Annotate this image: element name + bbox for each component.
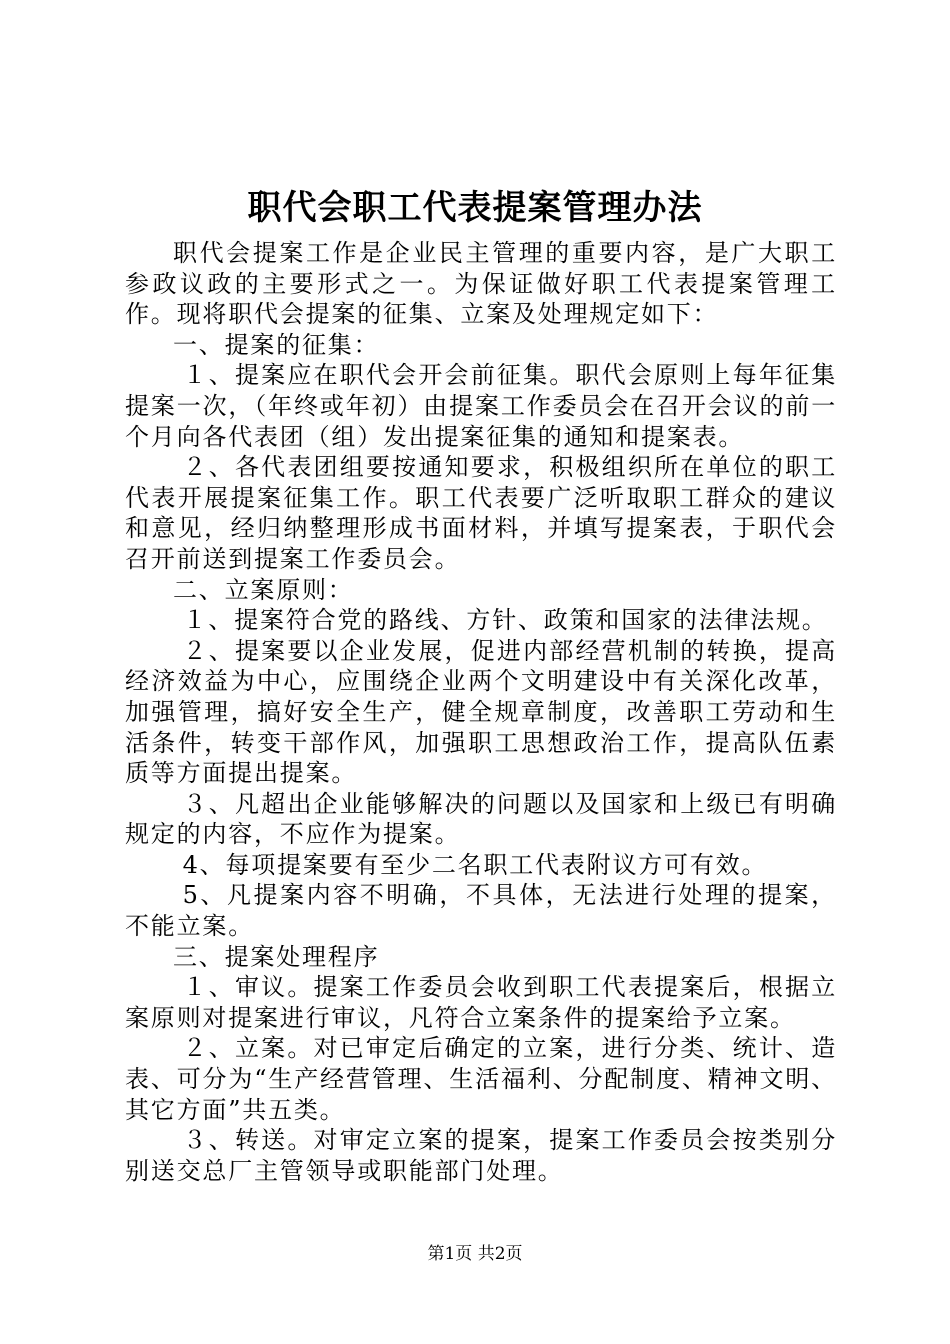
principle-item-4: 4、每项提案要有至少二名职工代表附议方可有效。 bbox=[182, 850, 768, 879]
document-title: 职代会职工代表提案管理办法 bbox=[247, 188, 703, 228]
collection-item-1: １、提案应在职代会开会前征集。职代会原则上每年征集提案一次，（年终或年初）由提案工作委员会在召开会议的前一个月向各代表团（组）发出提案征集的通知和提案表。 bbox=[125, 361, 837, 451]
principle-item-1: １、提案符合党的路线、方针、政策和国家的法律法规。 bbox=[182, 606, 828, 635]
procedure-item-1: １、审议。提案工作委员会收到职工代表提案后，根据立案原则对提案进行审议，凡符合立案条件的提案给予立案。 bbox=[125, 973, 837, 1032]
principle-item-2: ２、提案要以企业发展，促进内部经营机制的转换，提高经济效益为中心，应围绕企业两个文明建设中有关深化改革，加强管理，搞好安全生产，健全规章制度，改善职工劳动和生活条件，转变干部作风，加强职工思想政治工作，提高队伍素质等方面提出提案。 bbox=[125, 636, 837, 788]
section-heading-principles: 二、立案原则： bbox=[173, 575, 354, 604]
collection-item-2: ２、各代表团组要按通知要求，积极组织所在单位的职工代表开展提案征集工作。职工代表要广泛听取职工群众的建议和意见，经归纳整理形成书面材料，并填写提案表，于职代会召开前送到提案工作委员会。 bbox=[125, 453, 837, 573]
page-footer: 第1页 共2页 bbox=[427, 1244, 523, 1264]
procedure-item-2: ２、立案。对已审定后确定的立案，进行分类、统计、造表、可分为“生产经营管理、生活福利、分配制度、精神文明、其它方面”共五类。 bbox=[125, 1034, 837, 1124]
section-heading-collection: 一、提案的征集： bbox=[173, 330, 380, 359]
section-heading-procedure: 三、提案处理程序 bbox=[173, 942, 380, 971]
document-body bbox=[125, 238, 837, 1186]
intro-paragraph: 职代会提案工作是企业民主管理的重要内容，是广大职工参政议政的主要形式之一。为保证做好职工代表提案管理工作。现将职代会提案的征集、立案及处理规定如下： bbox=[125, 239, 837, 329]
procedure-item-3: ３、转送。对审定立案的提案，提案工作委员会按类别分别送交总厂主管领导或职能部门处理。 bbox=[125, 1126, 837, 1185]
principle-item-3: ３、凡超出企业能够解决的问题以及国家和上级已有明确规定的内容，不应作为提案。 bbox=[125, 789, 837, 849]
principle-item-5: 5、凡提案内容不明确，不具体，无法进行处理的提案，不能立案。 bbox=[125, 881, 837, 941]
